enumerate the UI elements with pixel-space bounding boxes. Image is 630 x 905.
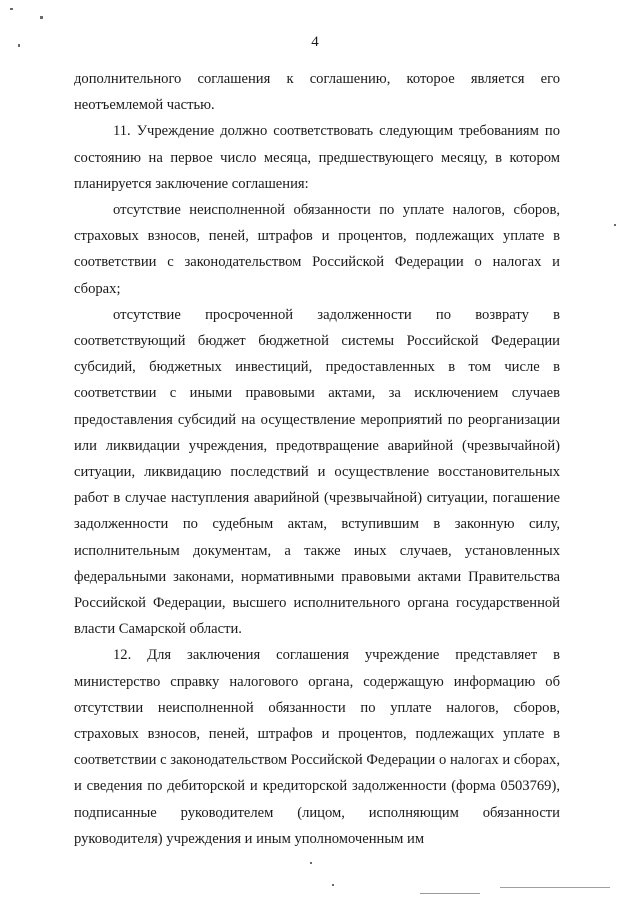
scan-speck: [500, 887, 610, 888]
document-body: [74, 66, 560, 852]
scan-speck: [614, 224, 616, 226]
paragraph-item-11: 11. Учреждение должно соответствовать следующим требованиям по состоянию на первое число месяца, предшествующего месяцу, в котором планируется заключение соглашения:: [74, 123, 560, 192]
paragraph-no-tax-debt: отсутствие неисполненной обязанности по уплате налогов, сборов, страховых взносов, пеней, штрафов и процентов, подлежащих уплате в соответствии с законодательством Российской Федерации о налогах и сборах;: [74, 202, 560, 297]
paragraph-no-overdue-debt: отсутствие просроченной задолженности по возврату в соответствующий бюджет бюджетной системы Российской Федерации субсидий, бюджетных инвестиций, предоставленных в том числе в соответствии с иными правовыми актами, за исключением случаев предоставления субсидий на осуществление мероприятий по реорганизации или ликвидации учреждения, предотвращение аварийной (чрезвычайной) ситуации, ликвидацию последствий и осуществление восстановительных работ в случае наступления аварийной (чрезвычайной) ситуации, погашение задолженности по судебным актам, вступившим в законную силу, исполнительным документам, а также иных случаев, установленных федеральными законами, нормативными правовыми актами Правительства Российской Федерации, высшего исполнительного органа государственной власти Самарской области.: [74, 306, 560, 638]
scan-speck: [332, 884, 334, 886]
scan-speck: [10, 8, 13, 10]
scan-speck: [420, 893, 480, 894]
page-number: 4: [311, 34, 319, 50]
scan-speck: [18, 44, 20, 47]
paragraph-item-12: 12. Для заключения соглашения учреждение представляет в министерство справку налогового органа, содержащую информацию об отсутствии неисполненной обязанности по уплате налогов, сборов, страховых взносов, пеней, штрафов и процентов, подлежащих уплате в соответствии с законодательством Российской Федерации о налогах и сборах, и сведения по дебиторской и кредиторской задолженности (форма 0503769), подписанные руководителем (лицом, исполняющим обязанности руководителя) учреждения и иным уполномоченным им: [74, 647, 560, 847]
paragraph-continuation: дополнительного соглашения к соглашению, которое является его неотъемлемой частью.: [74, 71, 560, 114]
scan-speck: [310, 862, 312, 864]
scan-speck: [40, 16, 43, 19]
